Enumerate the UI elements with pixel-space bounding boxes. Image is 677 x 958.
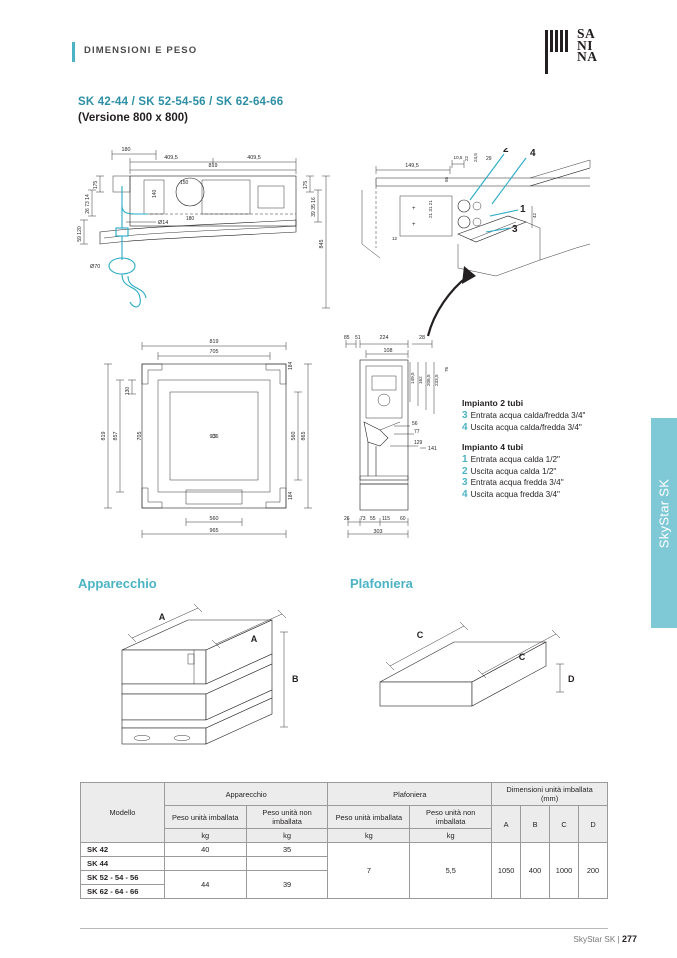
dim-245: 24,5	[473, 153, 478, 162]
table-cell-d: 200	[578, 843, 607, 899]
table-group-plafoniera: Plafoniera	[328, 783, 492, 806]
dim-4095-b: 409,5	[247, 155, 261, 161]
dim-59-120: 59 120	[77, 226, 83, 242]
dim-560-b: 560	[209, 516, 219, 522]
dim-12: 12	[392, 236, 398, 241]
logo-line-2: NI	[577, 37, 594, 53]
callout-2: 2	[503, 148, 509, 155]
legend-row	[462, 454, 638, 466]
table-header-app-non: Peso unità non imballata	[262, 808, 312, 826]
dim-diam-70: Ø70	[90, 264, 101, 270]
dim-819-b: 819	[209, 339, 219, 345]
page-title: DIMENSIONI E PESO	[84, 45, 198, 56]
table-unit-kg-3: kg	[328, 829, 410, 843]
table-unit-kg-1: kg	[164, 829, 246, 843]
dim-162: 162	[418, 376, 423, 384]
footer-divider	[80, 928, 608, 929]
dim-76: 76	[444, 366, 449, 372]
drawing-detail-arrow	[420, 264, 490, 344]
dim-60: 60	[400, 516, 406, 522]
dim-55-b: 55	[370, 516, 376, 522]
brand-logo	[545, 28, 637, 72]
legend-num: 4	[462, 421, 468, 433]
block-title-plafoniera: Plafoniera	[350, 576, 413, 591]
table-unit-kg-4: kg	[410, 829, 492, 843]
drawing-side-view	[70, 140, 340, 320]
dim-28: 28	[419, 335, 425, 341]
table-header-plaf-imb: Peso unità imballata	[335, 812, 403, 822]
dim-175-b: 175	[303, 180, 309, 190]
table-header-plaf-non: Peso unità non imballata	[426, 808, 476, 826]
dim-42: 42	[532, 212, 537, 218]
dim-4095-a: 409,5	[164, 155, 178, 161]
table-cell-b: 400	[521, 843, 550, 899]
dim-175-a: 175	[93, 180, 99, 190]
table-group-dims-unit: (mm)	[540, 794, 559, 803]
dim-2335: 233,5	[434, 374, 439, 386]
logo-bars-icon	[545, 30, 571, 52]
dim-39-35-16: 39 35 16	[311, 197, 317, 217]
dim-22: 22	[464, 155, 469, 161]
table-cell-app-imb: 40	[164, 843, 246, 857]
dim-705-a: 705	[209, 349, 219, 355]
dim-29: 29	[486, 156, 492, 162]
table-header-d: D	[578, 806, 607, 843]
section-subtitle: (Versione 800 x 800)	[78, 112, 188, 124]
legend-row	[462, 489, 638, 501]
dim-1495-b: 149,5	[410, 372, 415, 384]
dim-845: 845	[319, 239, 325, 249]
table-cell-app-non: 35	[246, 843, 328, 857]
dim-857: 857	[113, 431, 119, 441]
table-cell-app-imb	[164, 857, 246, 871]
table-cell-model: SK 44	[81, 857, 165, 871]
iso-label-app-a1: A	[158, 612, 166, 622]
legend-text: Uscita acqua fredda 3/4"	[470, 489, 560, 499]
dim-819-a: 819	[208, 163, 218, 169]
footer-text: SkyStar SK |	[573, 935, 620, 944]
dim-184-b: 184	[288, 491, 294, 500]
dim-267314: 26 73 14	[85, 194, 91, 214]
dim-936: 936	[209, 434, 219, 440]
dim-180-b: 180	[185, 216, 195, 222]
plus-1: +	[412, 206, 416, 212]
table-cell-app-imb: 44	[164, 871, 246, 899]
block-title-apparecchio: Apparecchio	[78, 576, 157, 591]
dim-184-a: 184	[288, 361, 294, 370]
header-accent-bar	[72, 42, 75, 62]
dim-85: 85	[344, 335, 350, 341]
legend-group2-title: Impianto 2 tubi	[462, 398, 524, 408]
drawing-iso-apparecchio	[76, 602, 326, 772]
table-header-modello: Modello	[81, 783, 165, 843]
legend-row	[462, 477, 638, 489]
legend-row	[462, 410, 638, 422]
dim-180-a: 180	[121, 147, 131, 153]
table-header-app-imb: Peso unità imballata	[171, 812, 239, 822]
side-tab-label: SkyStar SK	[656, 478, 672, 549]
drawing-section-view	[336, 326, 466, 546]
dim-819-c: 819	[101, 431, 107, 441]
footer	[573, 934, 637, 944]
dim-115: 115	[382, 516, 390, 522]
legend-num: 1	[462, 454, 468, 465]
callout-1: 1	[520, 204, 526, 215]
legend-num: 4	[462, 488, 468, 500]
logo-line-1: SA	[577, 26, 596, 41]
callout-3: 3	[512, 224, 518, 235]
legend-block	[462, 398, 638, 500]
table-header-c: C	[550, 806, 579, 843]
legend-text: Uscita acqua calda/fredda 3/4"	[470, 422, 582, 432]
dim-26: 26	[344, 516, 350, 522]
table-cell-model: SK 42	[81, 843, 165, 857]
legend-text: Entrata acqua calda/fredda 3/4"	[470, 411, 586, 420]
table-cell-model: SK 62 - 64 - 66	[81, 885, 165, 899]
table-cell-app-non	[246, 857, 328, 871]
dim-130: 130	[125, 386, 131, 396]
iso-label-app-b: B	[292, 674, 299, 684]
dim-141: 141	[428, 446, 437, 452]
legend-text: Entrata acqua calda 1/2"	[470, 455, 560, 464]
iso-label-plaf-c1: C	[416, 630, 424, 640]
dim-21-31-21: 21 31 21	[428, 200, 433, 218]
dim-2065: 206,5	[426, 374, 431, 386]
dim-150: 150	[180, 180, 189, 186]
legend-group4-title: Impianto 4 tubi	[462, 442, 524, 452]
dim-865: 865	[301, 431, 307, 441]
dim-129: 129	[414, 440, 423, 446]
dim-diam-14: Ø14	[158, 220, 169, 226]
dim-56: 56	[412, 421, 418, 427]
table-cell-a: 1050	[492, 843, 521, 899]
iso-label-plaf-c2: C	[518, 652, 526, 662]
iso-label-plaf-d: D	[568, 674, 575, 684]
table-header-a: A	[492, 806, 521, 843]
specs-table	[80, 782, 608, 899]
table-cell-model: SK 52 - 54 - 56	[81, 871, 165, 885]
dim-105: 10,5	[453, 155, 463, 160]
table-cell-app-non: 39	[246, 871, 328, 899]
dim-560-a: 560	[291, 431, 297, 441]
dim-1495-a: 149,5	[405, 163, 419, 169]
table-group-apparecchio: Apparecchio	[164, 783, 328, 806]
logo-line-3: NA	[577, 49, 598, 64]
side-tab-skystar-sk	[651, 418, 677, 628]
drawing-plan-view	[70, 330, 340, 560]
legend-num: 2	[462, 465, 468, 477]
legend-num: 3	[462, 477, 468, 488]
footer-page-number: 277	[621, 934, 637, 944]
table-row	[81, 843, 608, 857]
section-title: SK 42-44 / SK 52-54-56 / SK 62-64-66	[78, 96, 284, 108]
table-cell-plaf-imb: 7	[328, 843, 410, 899]
dim-73: 73	[360, 516, 366, 522]
table-group-header-row	[81, 783, 608, 806]
dim-55: 55	[444, 176, 449, 182]
legend-row	[462, 422, 638, 434]
dim-140: 140	[152, 189, 158, 198]
table-cell-plaf-non: 5,5	[410, 843, 492, 899]
table-cell-c: 1000	[550, 843, 579, 899]
iso-label-app-a2: A	[250, 634, 258, 644]
plus-2: +	[412, 222, 416, 228]
legend-text: Uscita acqua calda 1/2"	[470, 466, 557, 476]
dim-77: 77	[414, 429, 420, 435]
table-header-b: B	[521, 806, 550, 843]
dim-303: 303	[373, 529, 383, 535]
logo-text	[577, 28, 598, 63]
table-group-dims: Dimensioni unità imballata	[506, 785, 593, 794]
table-unit-kg-2: kg	[246, 829, 328, 843]
callout-4: 4	[530, 148, 536, 159]
dim-224: 224	[379, 335, 389, 341]
dim-108: 108	[383, 348, 393, 354]
legend-num: 3	[462, 410, 468, 421]
drawing-iso-plafoniera	[350, 608, 590, 758]
dim-51: 51	[355, 335, 361, 341]
legend-row	[462, 466, 638, 478]
page-header	[0, 0, 677, 80]
legend-text: Entrata acqua fredda 3/4"	[470, 478, 564, 487]
dim-965: 965	[209, 528, 219, 534]
dim-705-b: 705	[137, 431, 143, 441]
